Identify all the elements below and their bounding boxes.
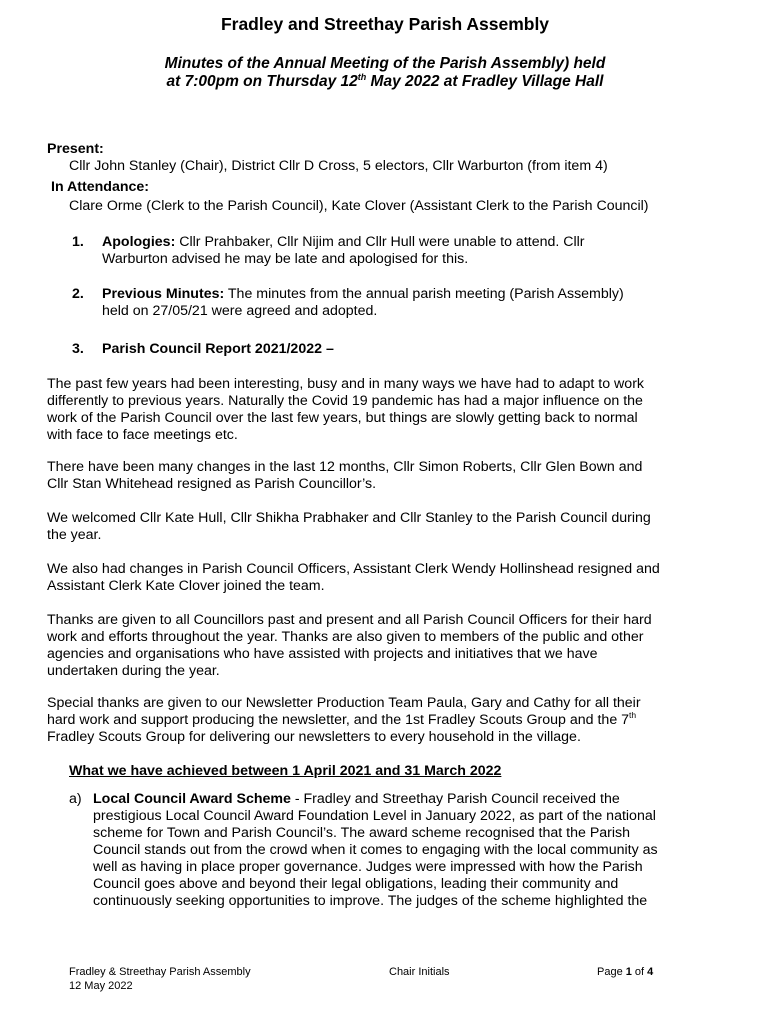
- achievements-heading: What we have achieved between 1 April 2021 and 31 March 2022: [69, 763, 502, 779]
- footer-page-number: Page 1 of 4: [597, 966, 654, 978]
- report-paragraph-2: There have been many changes in the last 12 months, Cllr Simon Roberts, Cllr Glen Bown and Cllr Stan Whitehead resigned as Parish Councillor’s.: [47, 459, 643, 492]
- item-2-line-2: held on 27/05/21 were agreed and adopted.: [102, 303, 378, 319]
- document-subtitle: [0, 55, 770, 91]
- achievement-a-line-1: Local Council Award Scheme - Fradley and Streethay Parish Council received the: [93, 791, 620, 807]
- achievement-a-body: prestigious Local Council Award Foundation Level in January 2022, as part of the national scheme for Town and Parish Council’s. The award scheme recognised that the Parish Council stands out from the crowd when it comes to engaging with the local community as well as having in place proper governance. Judges were impressed with how the Parish Council goes above and beyond their legal obligations, leading their community and continuously seeking opportunities to improve. The judges of the scheme highlighted the: [93, 808, 658, 909]
- report-paragraph-3: We welcomed Cllr Kate Hull, Cllr Shikha Prabhaker and Cllr Stanley to the Parish Council during the year.: [47, 510, 651, 543]
- item-3-number: 3.: [72, 341, 84, 357]
- item-1-line-2: Warburton advised he may be late and apologised for this.: [102, 251, 469, 267]
- present-text: Cllr John Stanley (Chair), District Cllr D Cross, 5 electors, Cllr Warburton (from item 4): [69, 158, 608, 174]
- footer-left: Fradley & Streethay Parish Assembly 12 May 2022: [69, 966, 251, 992]
- item-1-line-1: Apologies: Cllr Prahbaker, Cllr Nijim and Cllr Hull were unable to attend. Cllr: [102, 234, 585, 250]
- footer-chair-initials: Chair Initials: [389, 966, 450, 978]
- report-paragraph-1: The past few years had been interesting, busy and in many ways we have had to adapt to work differently to previous years. Naturally the Covid 19 pandemic has had a major influence on the work of the Parish Council over the last few years, but things are slowly getting back to normal with face to face meetings etc.: [47, 376, 645, 443]
- present-label: Present:: [47, 141, 104, 157]
- item-2-line-1: Previous Minutes: The minutes from the annual parish meeting (Parish Assembly): [102, 286, 624, 302]
- report-paragraph-6: Special thanks are given to our Newsletter Production Team Paula, Gary and Cathy for all their hard work and support producing the newsletter, and the 1st Fradley Scouts Group and the 7th Fradley Scouts Group for delivering our newsletters to every household in the village.: [47, 695, 641, 745]
- subtitle-line-2: at 7:00pm on Thursday 12th May 2022 at Fradley Village Hall: [166, 72, 604, 90]
- item-3-heading: Parish Council Report 2021/2022 –: [102, 341, 334, 357]
- subtitle-line-1: Minutes of the Annual Meeting of the Parish Assembly) held: [164, 55, 606, 72]
- report-paragraph-5: Thanks are given to all Councillors past and present and all Parish Council Officers for their hard work and efforts throughout the year. Thanks are also given to members of the public and other agencies and organisations who have assisted with projects and initiatives that we have undertaken during the year.: [47, 612, 652, 679]
- attendance-label: In Attendance:: [51, 179, 150, 195]
- item-1-number: 1.: [72, 234, 84, 250]
- report-paragraph-4: We also had changes in Parish Council Officers, Assistant Clerk Wendy Hollinshead resigned and Assistant Clerk Kate Clover joined the team.: [47, 561, 660, 594]
- attendance-text: Clare Orme (Clerk to the Parish Council), Kate Clover (Assistant Clerk to the Parish Council): [69, 198, 649, 214]
- item-2-number: 2.: [72, 286, 84, 302]
- document-title: Fradley and Streethay Parish Assembly: [220, 14, 550, 34]
- achievement-a-label: a): [69, 791, 82, 807]
